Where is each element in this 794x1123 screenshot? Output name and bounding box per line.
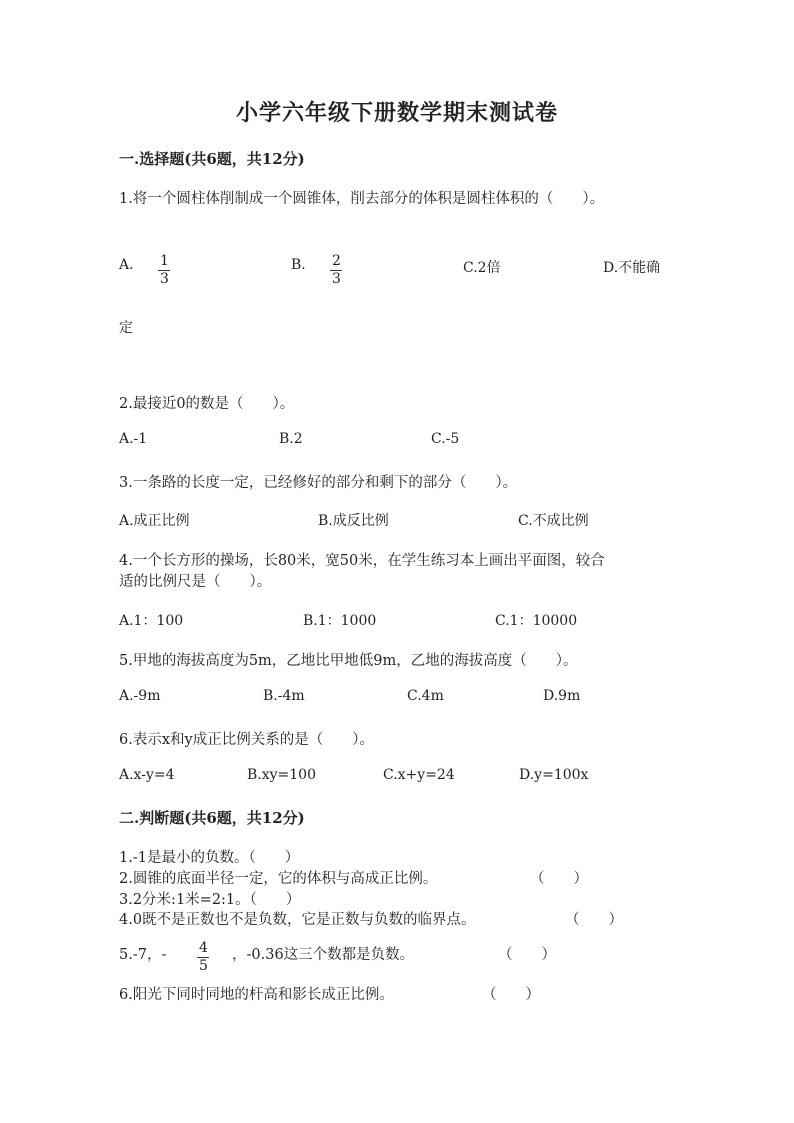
q4-option-c: C.1：10000 — [495, 613, 578, 629]
q1-option-c: C.2倍 — [463, 260, 501, 276]
q1-option-d-part2: 定 — [119, 320, 133, 336]
page-title: 小学六年级下册数学期末测试卷 — [235, 100, 558, 126]
question-3-text: 3.一条路的长度一定，已经修好的部分和剩下的部分（ ）。 — [119, 475, 518, 491]
q3-option-a: A.成正比例 — [119, 513, 190, 529]
judgment-6-answer-paren: （ ） — [482, 987, 540, 1003]
judgment-6-text: 6.阳光下同时同地的杆高和影长成正比例。 — [119, 987, 394, 1003]
q1-option-a-fraction — [158, 250, 171, 287]
judgment-4-answer-paren: （ ） — [565, 912, 623, 928]
q1-option-b-fraction — [330, 250, 343, 287]
q2-option-b: B.2 — [279, 431, 303, 447]
q1-option-d-part1: D.不能确 — [603, 260, 661, 276]
question-2-text: 2.最接近0的数是（ ）。 — [119, 396, 295, 412]
q5-option-a: A.-9m — [119, 688, 161, 704]
question-4-text-line1: 4.一个长方形的操场，长80米，宽50米，在学生练习本上画出平面图，较合 — [119, 553, 605, 569]
q6-option-c: C.x+y=24 — [383, 767, 455, 783]
question-4-text-line2: 适的比例尺是（ ）。 — [119, 574, 272, 590]
fraction-numerator: 4 — [199, 940, 208, 956]
q4-option-a: A.1：100 — [119, 613, 184, 629]
q1-option-b-label: B. — [291, 257, 306, 273]
q5-option-b: B.-4m — [263, 688, 305, 704]
section-heading-choice: 一.选择题(共6题，共12分) — [119, 150, 305, 168]
q6-option-b: B.xy=100 — [247, 767, 316, 783]
q2-option-a: A.-1 — [119, 431, 148, 447]
fraction-numerator: 1 — [160, 253, 169, 269]
fraction-denominator: 3 — [160, 271, 169, 287]
question-6-text: 6.表示x和y成正比例关系的是（ ）。 — [119, 732, 374, 748]
q3-option-c: C.不成比例 — [518, 513, 589, 529]
judgment-2-text: 2.圆锥的底面半径一定，它的体积与高成正比例。 — [119, 871, 438, 887]
fraction-denominator: 3 — [332, 271, 341, 287]
judgment-5-answer-paren: （ ） — [498, 947, 556, 963]
judgment-5-prefix: 5.-7，- — [119, 947, 167, 963]
q2-option-c: C.-5 — [431, 431, 460, 447]
q6-option-d: D.y=100x — [519, 767, 589, 783]
q1-option-a-label: A. — [119, 257, 134, 273]
q5-option-d: D.9m — [543, 688, 581, 704]
q4-option-b: B.1：1000 — [303, 613, 377, 629]
q3-option-b: B.成反比例 — [318, 513, 389, 529]
judgment-5-fraction — [197, 937, 210, 974]
judgment-1-text: 1.-1是最小的负数。（ ） — [119, 850, 300, 866]
q6-option-a: A.x-y=4 — [119, 767, 175, 783]
fraction-denominator: 5 — [199, 958, 208, 974]
fraction-numerator: 2 — [332, 253, 341, 269]
judgment-4-text: 4.0既不是正数也不是负数，它是正数与负数的临界点。 — [119, 912, 476, 928]
judgment-3-text: 3.2分米:1米=2:1。（ ） — [119, 892, 301, 908]
question-1-text: 1.将一个圆柱体削制成一个圆锥体，削去部分的体积是圆柱体积的（ ）。 — [119, 191, 605, 207]
question-5-text: 5.甲地的海拔高度为5m，乙地比甲地低9m，乙地的海拔高度（ ）。 — [119, 653, 578, 669]
q5-option-c: C.4m — [407, 688, 444, 704]
judgment-5-suffix: ，-0.36这三个数都是负数。 — [232, 947, 415, 963]
section-heading-judgment: 二.判断题(共6题，共12分) — [119, 809, 305, 827]
judgment-2-answer-paren: （ ） — [530, 871, 588, 887]
